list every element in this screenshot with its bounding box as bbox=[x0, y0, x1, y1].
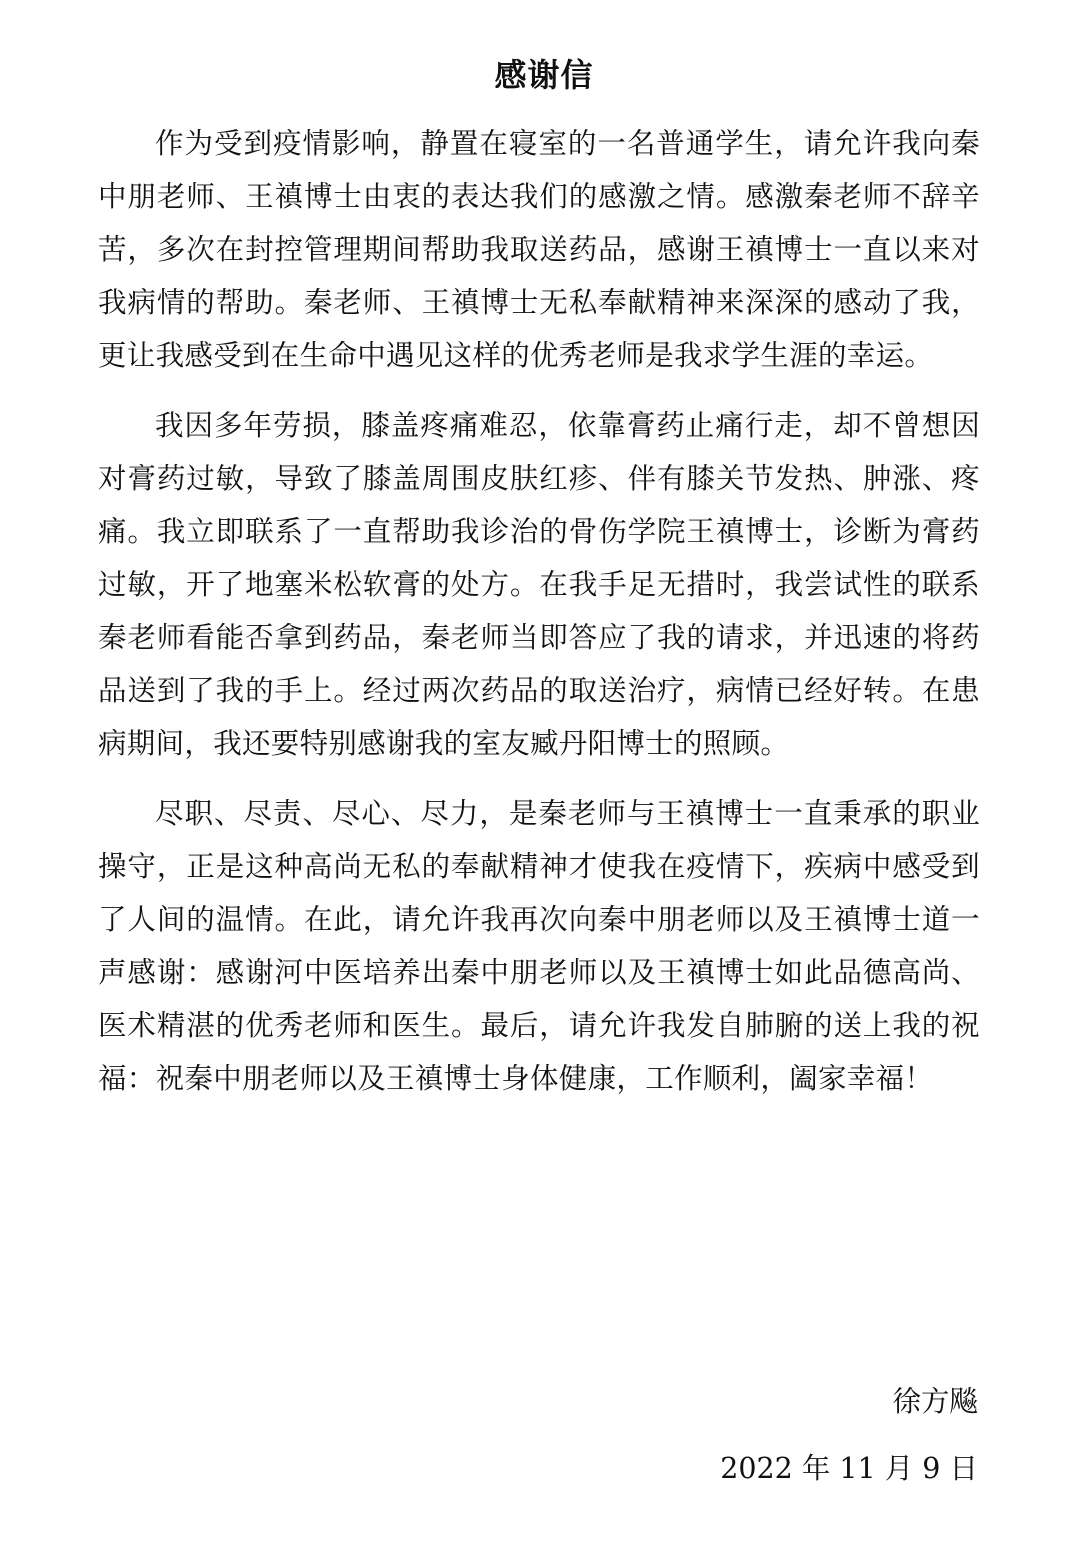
letter-body bbox=[98, 117, 980, 1105]
paragraph-2: 我因多年劳损，膝盖疼痛难忍，依靠膏药止痛行走，却不曾想因对膏药过敏，导致了膝盖周围皮肤红疹、伴有膝关节发热、肿涨、疼痛。我立即联系了一直帮助我诊治的骨伤学院王禛博士，诊断为膏药过敏，开了地塞米松软膏的处方。在我手足无措时，我尝试性的联系秦老师看能否拿到药品，秦老师当即答应了我的请求，并迅速的将药品送到了我的手上。经过两次药品的取送治疗，病情已经好转。在患病期间，我还要特别感谢我的室友臧丹阳博士的照顾。 bbox=[98, 409, 980, 760]
letter-date: 2022 年 11 月 9 日 bbox=[720, 1452, 978, 1485]
paragraph-1: 作为受到疫情影响，静置在寝室的一名普通学生，请允许我向秦中朋老师、王禛博士由衷的表达我们的感激之情。感激秦老师不辞辛苦，多次在封控管理期间帮助我取送药品，感谢王禛博士一直以来对我病情的帮助。秦老师、王禛博士无私奉献精神来深深的感动了我，更让我感受到在生命中遇见这样的优秀老师是我求学生涯的幸运。 bbox=[98, 127, 980, 372]
letter-title: 感谢信 bbox=[494, 56, 594, 94]
paragraph-3: 尽职、尽责、尽心、尽力，是秦老师与王禛博士一直秉承的职业操守，正是这种高尚无私的奉献精神才使我在疫情下，疾病中感受到了人间的温情。在此，请允许我再次向秦中朋老师以及王禛博士道一声感谢：感谢河中医培养出秦中朋老师以及王禛博士如此品德高尚、医术精湛的优秀老师和医生。最后，请允许我发自肺腑的送上我的祝福：祝秦中朋老师以及王禛博士身体健康，工作顺利，阖家幸福！ bbox=[98, 797, 980, 1095]
signature-name: 徐方飚 bbox=[892, 1385, 978, 1418]
